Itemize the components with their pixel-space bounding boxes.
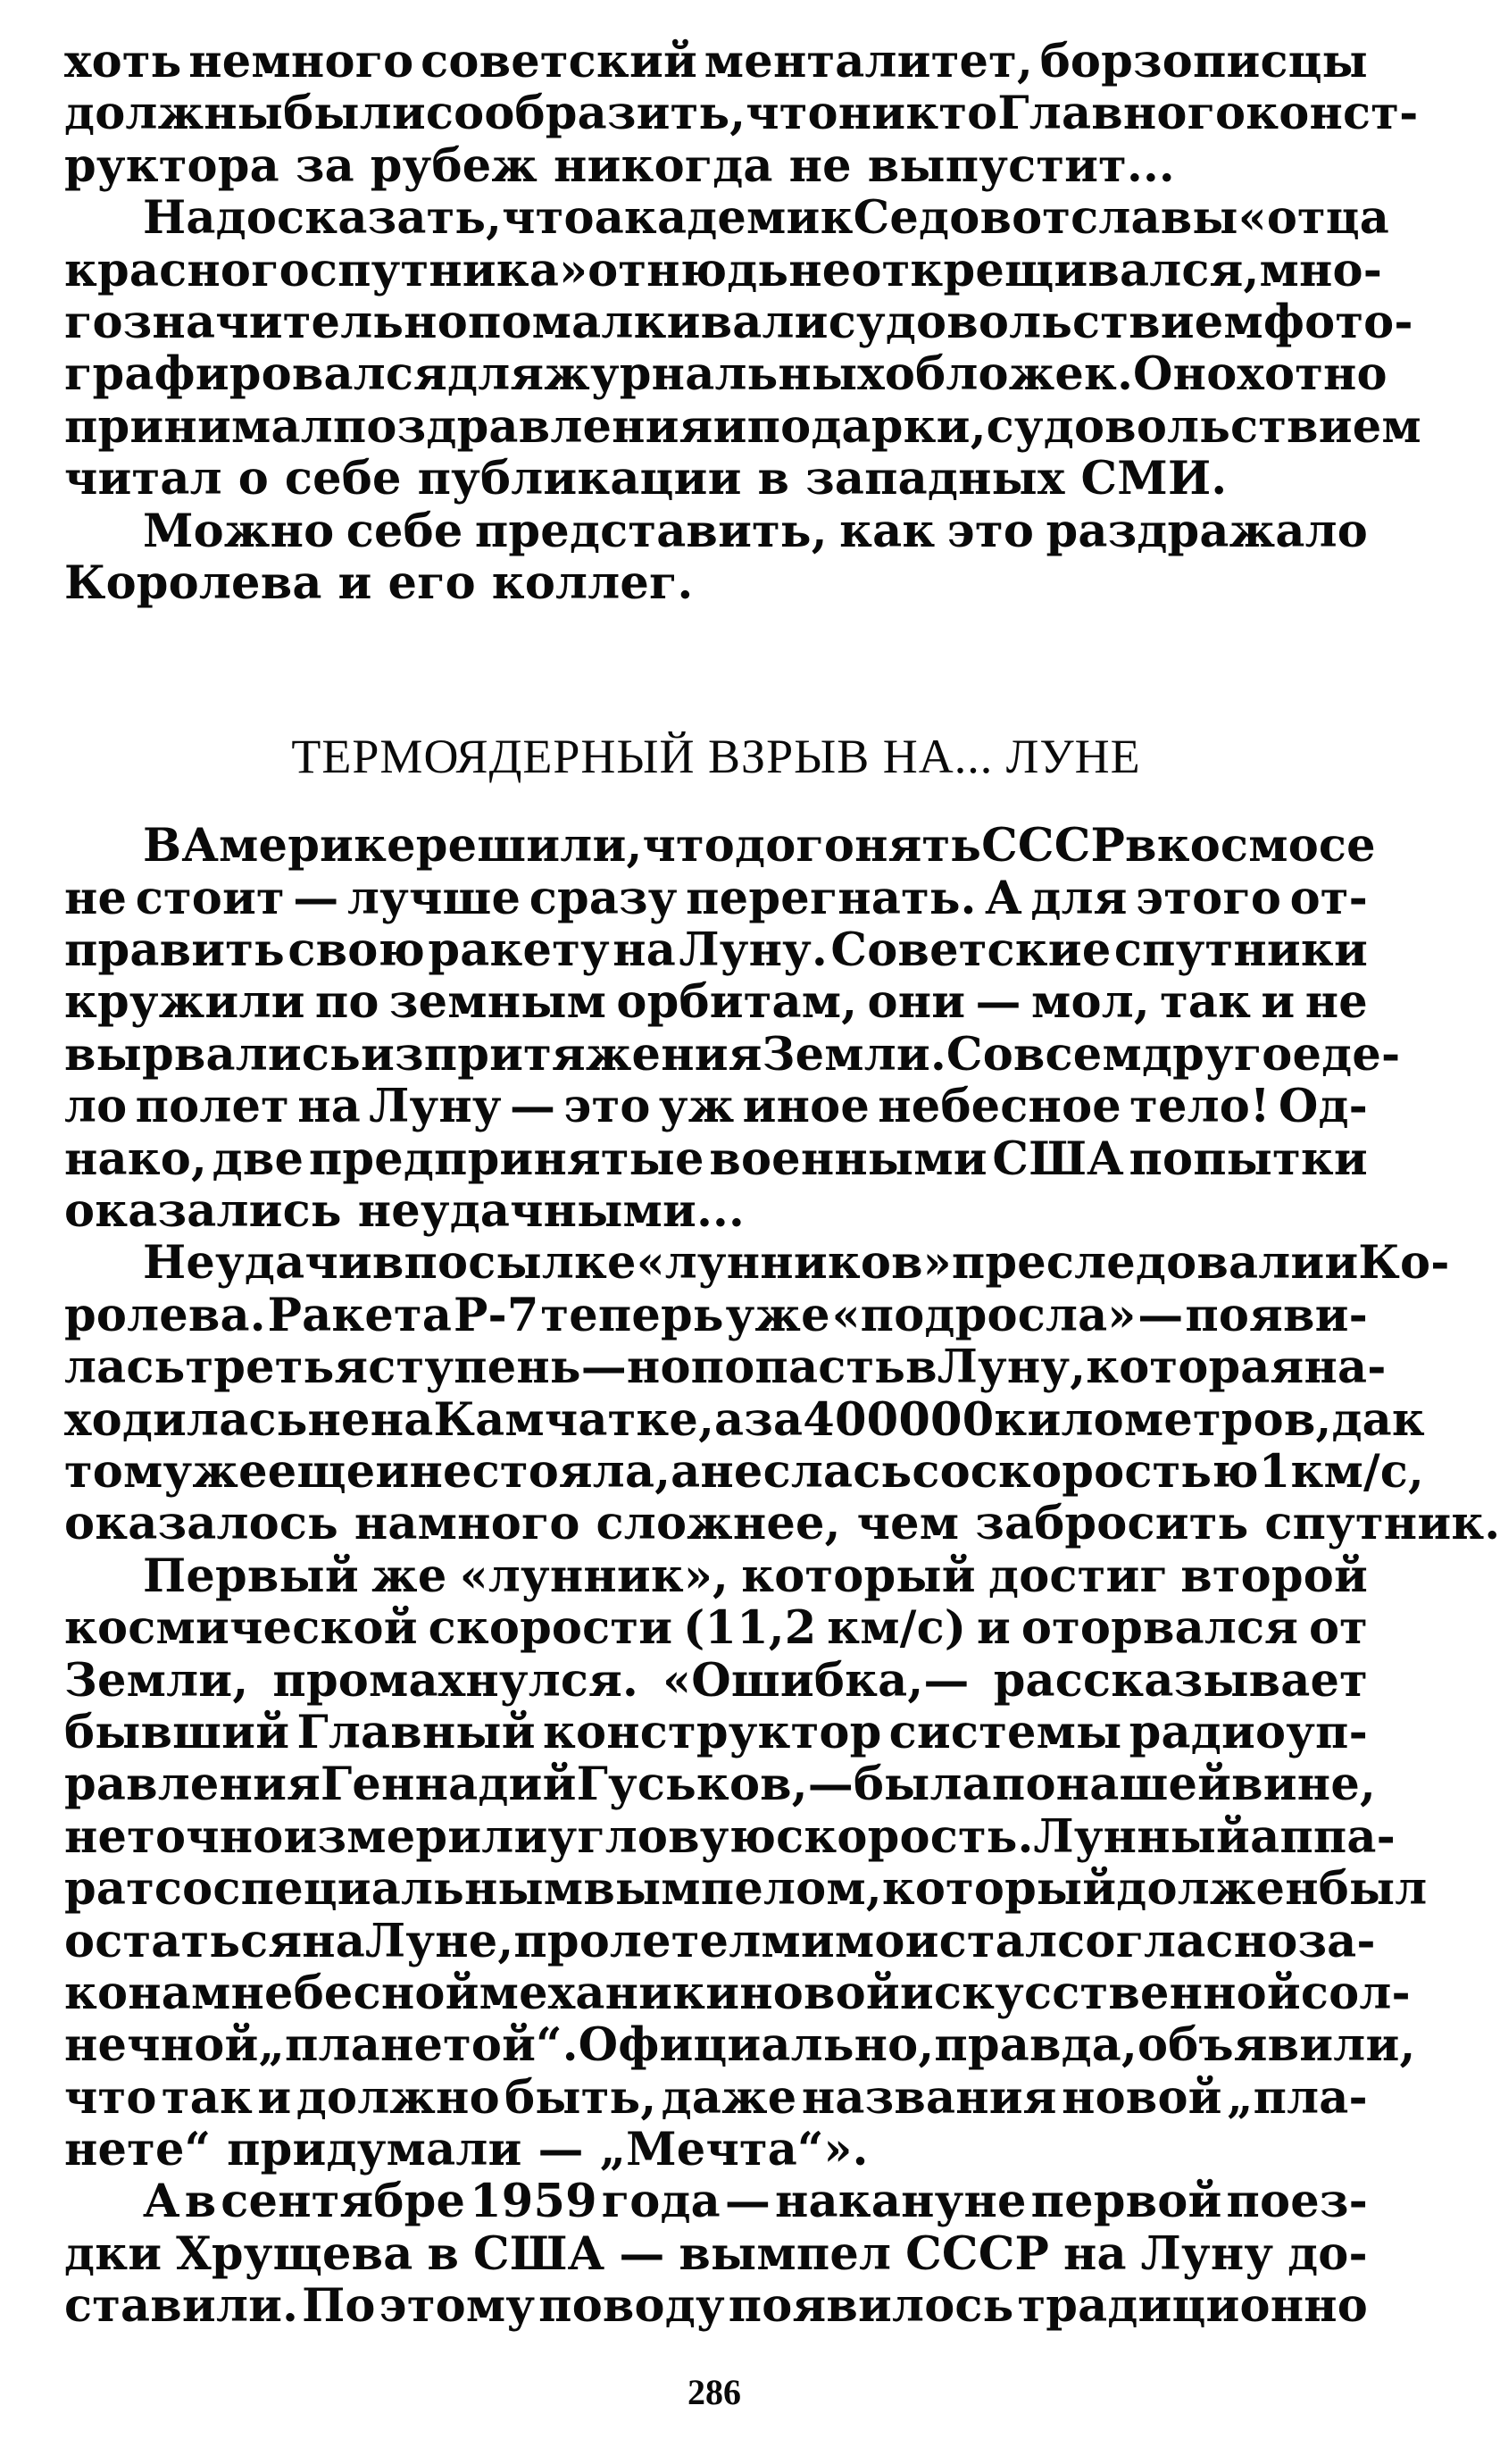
paragraph [64,35,1419,193]
text-line: красного спутника» отнюдь не открещивался, мно- [64,243,1383,297]
text-line: оказалось намного сложнее, чем забросить спутник. [64,1497,1500,1551]
text-line: остаться на Луне, пролетел мимо и стал согласно за- [64,1914,1376,1968]
page-number: 286 [688,2372,741,2412]
text-line: равления Геннадий Гуськов,— была по нашей вине, [64,1758,1376,1812]
text-line: принимал поздравления и подарки, с удовольствием [64,399,1421,454]
text-line: В Америке решили, что догонять СССР в космосе [143,819,1376,873]
text-line: хоть немного советский менталитет, борзописцы [64,35,1368,88]
text-line: дки Хрущева в США — вымпел СССР на Луну до- [64,2226,1368,2281]
paragraph [64,2176,1368,2332]
text-line: ролева. Ракета Р-7 теперь уже «подросла» — появи- [64,1288,1368,1342]
text-line: вырвались из притяжения Земли. Совсем другое де- [64,1027,1401,1082]
text-line: что так и должно быть, даже названия новой „пла- [64,2070,1368,2125]
text-line: Неудачи в посылке «лунников» преследовали и Ко- [143,1236,1450,1290]
text-line: Первый же «лунник», который достиг второй [143,1549,1368,1603]
text-line: конам небесной механики новой искусственной сол- [64,1966,1411,2020]
paragraph [64,505,1368,610]
text-line: читал о себе публикации в западных СМИ. [64,452,1228,506]
paragraph [64,191,1421,506]
text-line: А в сентябре 1959 года — накануне первой поез- [143,2175,1368,2229]
text-line: бывший Главный конструктор системы радиоуп- [64,1705,1368,1759]
text-line: тому же еще и не стояла, а неслась со скоростью 1 км/с, [64,1444,1425,1499]
page-body [64,35,1500,2334]
paragraph [64,819,1401,1239]
text-line: Земли, промахнулся. «Ошибка,— рассказывает [64,1653,1368,1708]
text-line: должны были сообразить, что никто Главного конст- [64,87,1419,141]
text-line: нечной „планетой“. Официально, правда, объявили, [64,2018,1416,2073]
text-line: ло полет на Луну — это уж иное небесное тело! Од- [64,1080,1368,1134]
text-line: космической скорости (11,2 км/с) и оторвался от [64,1601,1368,1656]
text-line: лась третья ступень — но попасть в Луну, которая на- [64,1341,1387,1395]
text-line: неточно измерили угловую скорость. Лунный аппа- [64,1809,1396,1864]
text-line: оказались неудачными... [64,1184,745,1239]
paragraph [64,1236,1500,1551]
text-line: нете“ придумали — „Мечта“». [64,2123,869,2177]
text-line: нако, две предпринятые военными США попытки [64,1132,1368,1186]
text-line: Можно себе представить, как это раздражало [143,504,1368,558]
text-line: графировался для журнальных обложек. Он охотно [64,347,1388,402]
text-line: не стоит — лучше сразу перегнать. А для этого от- [64,871,1368,925]
paragraph [64,1549,1428,2177]
section-heading: ТЕРМОЯДЕРНЫЙ ВЗРЫВ НА... ЛУНЕ [291,730,1141,784]
text-line: Надо сказать, что академик Седов от славы «отца [143,191,1389,246]
text-line: руктора за рубеж никогда не выпустит... [64,138,1175,193]
text-line: гозначительно помалкивал и с удовольствием фото- [64,295,1413,349]
text-line: ставили. По этому поводу появилось традиционно [64,2279,1368,2334]
text-line: править свою ракету на Луну. Советские спутники [64,923,1368,978]
text-line: Королева и его коллег. [64,555,694,610]
text-line: ходилась не на Камчатке, а за 400 000 километров, да к [64,1392,1425,1447]
text-line: кружили по земным орбитам, они — мол, так и не [64,975,1368,1030]
text-line: рат со специальным вымпелом, который должен был [64,1862,1428,1917]
